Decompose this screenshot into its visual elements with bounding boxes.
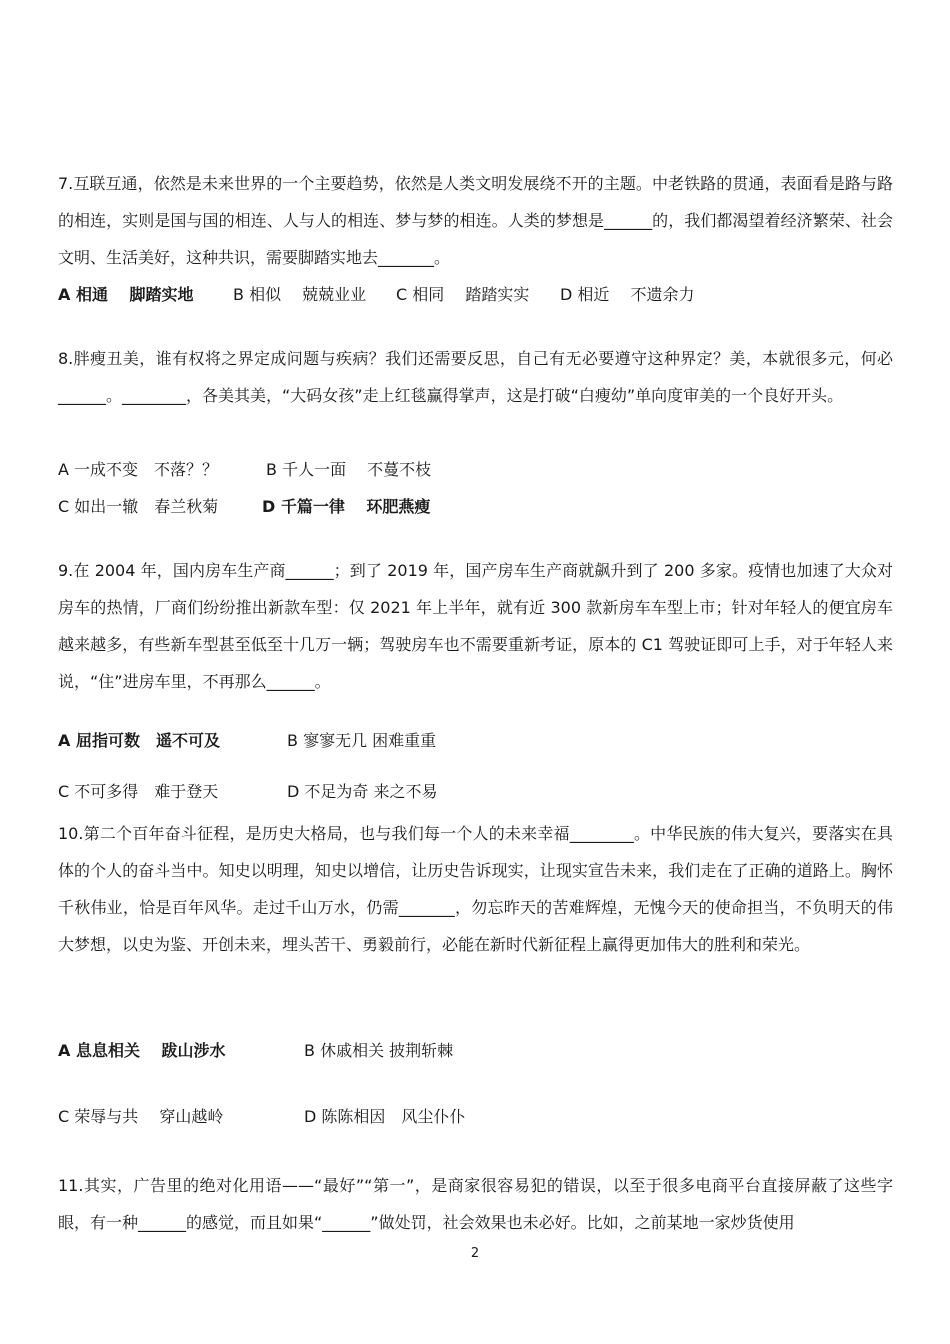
q9-option-c: C 不可多得 难于登天 [58,782,219,801]
q8-option-c: C 如出一辙 春兰秋菊 [58,497,219,516]
q8-option-b: B 千人一面 不蔓不枝 [266,460,432,479]
question-9-text: 9.在 2004 年，国内房车生产商______；到了 2019 年，国产房车生产商就飙升到了 200 多家。疫情也加速了大众对房车的热情，厂商们纷纷推出新款车型：仅 2021 年上半年，就有近 300 款新房车车型上市；针对年轻人的便宜房车越来越多，有些新车型甚至低至十几万一辆；驾驶房车也不需要重新考证，原本的 C1 驾驶证即可上手，对于年轻人来说，“住”进房车里，不再那么______。 [58,561,893,691]
q10-option-a: A 息息相关 跋山涉水 [58,1041,226,1060]
q9-option-d: D 不足为奇 来之不易 [287,782,438,801]
q7-option-b: B 相似 兢兢业业 [233,285,367,304]
q9-option-a: A 屈指可数 遥不可及 [58,731,220,750]
q10-option-c: C 荣辱与共 穿山越岭 [58,1107,224,1126]
question-7-text: 7.互联互通，依然是未来世界的一个主要趋势，依然是人类文明发展绕不开的主题。中老铁路的贯通，表面看是路与路的相连，实则是国与国的相连、人与人的相连、梦与梦的相连。人类的梦想是______的，我们都渴望着经济繁荣、社会文明、生活美好，这种共识，需要脚踏实地去_______。 [58,174,893,267]
q10-option-d: D 陈陈相因 风尘仆仆 [304,1107,466,1126]
question-11-text: 11.其实，广告里的绝对化用语——“最好”“第一”，是商家很容易犯的错误，以至于很多电商平台直接屏蔽了这些字眼，有一种______的感觉，而且如果“______”做处罚，社会效果也未必好。比如，之前某地一家炒货使用 [58,1176,893,1232]
q7-option-c: C 相同 踏踏实实 [396,285,530,304]
q8-option-d: D 千篇一律 环肥燕瘦 [262,497,431,516]
question-8-text: 8.胖瘦丑美，谁有权将之界定成问题与疾病？我们还需要反思，自己有无必要遵守这种界定？美，本就很多元，何必______。________，各美其美，“大码女孩”走上红毯赢得掌声，这是打破“白瘦幼”单向度审美的一个良好开头。 [58,349,893,405]
q7-option-d: D 相近 不遗余力 [560,285,695,304]
question-10-text: 10.第二个百年奋斗征程，是历史大格局，也与我们每一个人的未来幸福________。中华民族的伟大复兴，要落实在具体的个人的奋斗当中。知史以明理，知史以增信，让历史告诉现实，让现实宣告未来，我们走在了正确的道路上。胸怀千秋伟业，恰是百年风华。走过千山万水，仍需_______，勿忘昨天的苦难辉煌，无愧今天的使命担当，不负明天的伟大梦想，以史为鉴、开创未来，埋头苦干、勇毅前行，必能在新时代新征程上赢得更加伟大的胜利和荣光。 [58,824,893,954]
q10-option-b: B 休戚相关 披荆斩棘 [304,1041,454,1060]
q7-option-a: A 相通 脚踏实地 [58,285,194,304]
page-number: 2 [470,1246,480,1261]
q8-option-a: A 一成不变 不落？？ [58,460,219,479]
q9-option-b: B 寥寥无几 困难重重 [287,731,437,750]
